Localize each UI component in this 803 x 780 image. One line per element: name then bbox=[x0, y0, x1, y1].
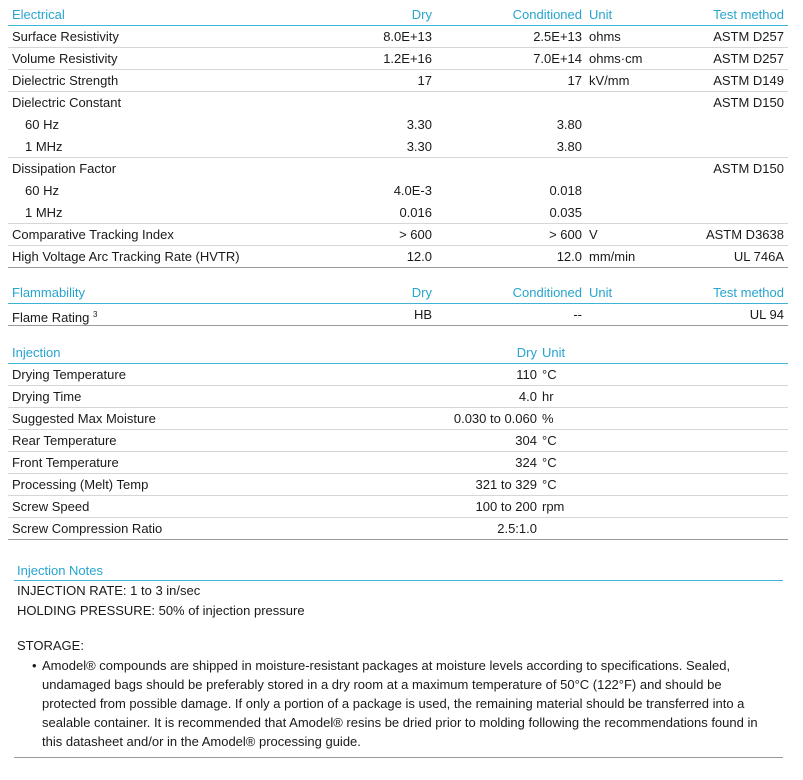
table-row bbox=[8, 224, 788, 246]
section-title: Injection bbox=[12, 345, 61, 360]
conditioned-value: 0.035 bbox=[549, 205, 582, 220]
conditioned-value: 2.5E+13 bbox=[533, 29, 582, 44]
property-label bbox=[12, 304, 97, 329]
table-row bbox=[8, 136, 788, 158]
table-row bbox=[8, 48, 788, 70]
flammability-table bbox=[8, 282, 788, 326]
dry-value: 3.30 bbox=[406, 117, 432, 132]
column-dry: Dry bbox=[411, 7, 432, 22]
dry-value: 12.0 bbox=[406, 249, 432, 264]
conditioned-value: 3.80 bbox=[556, 117, 582, 132]
table-row bbox=[8, 386, 788, 408]
dry-value: 321 to 329 bbox=[475, 477, 537, 492]
dry-value: 110 bbox=[516, 367, 537, 382]
table-row bbox=[8, 430, 788, 452]
dry-value: HB bbox=[413, 307, 432, 322]
section-title: Electrical bbox=[12, 7, 65, 22]
section-title: Flammability bbox=[12, 285, 85, 300]
dry-value: 324 bbox=[515, 455, 537, 470]
dry-value: 8.0E+13 bbox=[383, 29, 432, 44]
table-row bbox=[8, 518, 788, 540]
property-label-text: Flame Rating bbox=[12, 310, 90, 325]
conditioned-value: 7.0E+14 bbox=[533, 51, 582, 66]
table-row bbox=[8, 452, 788, 474]
column-unit: Unit bbox=[542, 345, 566, 360]
unit-value: mm/min bbox=[589, 249, 636, 264]
dry-value: 17 bbox=[417, 73, 432, 88]
property-label: Volume Resistivity bbox=[12, 51, 118, 66]
test-method-value: ASTM D150 bbox=[713, 161, 784, 176]
conditioned-value: 17 bbox=[567, 73, 582, 88]
unit-value: ohms bbox=[589, 29, 621, 44]
dry-value: 4.0 bbox=[518, 389, 537, 404]
column-conditioned: Conditioned bbox=[512, 7, 582, 22]
dry-value: 0.030 to 0.060 bbox=[453, 411, 537, 426]
conditioned-value: -- bbox=[573, 307, 582, 322]
property-label: 60 Hz bbox=[25, 117, 59, 132]
unit-value: hr bbox=[542, 389, 554, 404]
flammability-header bbox=[8, 282, 788, 304]
injection-notes-title: Injection Notes bbox=[14, 560, 783, 581]
unit-value: kV/mm bbox=[589, 73, 630, 88]
property-label: High Voltage Arc Tracking Rate (HVTR) bbox=[12, 249, 240, 264]
test-method-value: ASTM D257 bbox=[713, 51, 784, 66]
unit-value: ohms·cm bbox=[589, 51, 643, 66]
property-label: Comparative Tracking Index bbox=[12, 227, 174, 242]
dry-value: 304 bbox=[515, 433, 537, 448]
dry-value: 1.2E+16 bbox=[383, 51, 432, 66]
unit-value: °C bbox=[542, 367, 557, 382]
table-row bbox=[8, 496, 788, 518]
column-unit: Unit bbox=[589, 285, 613, 300]
property-label: Dielectric Constant bbox=[12, 95, 122, 110]
table-row bbox=[8, 70, 788, 92]
conditioned-value: 3.80 bbox=[556, 139, 582, 154]
property-label: 60 Hz bbox=[25, 183, 59, 198]
test-method-value: ASTM D150 bbox=[713, 95, 784, 110]
column-unit: Unit bbox=[589, 7, 613, 22]
dry-value: 2.5:1.0 bbox=[497, 521, 537, 536]
table-row bbox=[8, 180, 788, 202]
test-method-value: ASTM D3638 bbox=[705, 227, 784, 242]
bottom-divider bbox=[14, 757, 783, 758]
conditioned-value: > 600 bbox=[549, 227, 582, 242]
property-label: Drying Temperature bbox=[12, 367, 126, 382]
property-label: Dissipation Factor bbox=[12, 161, 117, 176]
table-row bbox=[8, 26, 788, 48]
unit-value: rpm bbox=[542, 499, 565, 514]
property-label: Suggested Max Moisture bbox=[12, 411, 156, 426]
column-dry: Dry bbox=[516, 345, 537, 360]
property-label: Rear Temperature bbox=[12, 433, 117, 448]
injection-table bbox=[8, 342, 788, 540]
test-method-value: ASTM D257 bbox=[713, 29, 784, 44]
property-label: Screw Compression Ratio bbox=[12, 521, 163, 536]
dry-value: 3.30 bbox=[406, 139, 432, 154]
bullet-icon: • bbox=[32, 658, 37, 673]
property-label: 1 MHz bbox=[25, 139, 63, 154]
column-test-method: Test method bbox=[713, 7, 784, 22]
test-method-value: UL 94 bbox=[749, 307, 784, 322]
unit-value: °C bbox=[542, 477, 557, 492]
table-row bbox=[8, 202, 788, 224]
electrical-header bbox=[8, 4, 788, 26]
column-dry: Dry bbox=[411, 285, 432, 300]
storage-title: STORAGE: bbox=[17, 638, 84, 653]
table-row bbox=[8, 158, 788, 180]
property-label: Screw Speed bbox=[12, 499, 90, 514]
storage-section bbox=[14, 636, 783, 751]
table-row bbox=[8, 474, 788, 496]
electrical-table bbox=[8, 4, 788, 268]
dry-value: 100 to 200 bbox=[475, 499, 537, 514]
table-row bbox=[8, 114, 788, 136]
unit-value: °C bbox=[542, 433, 557, 448]
injection-note-line: HOLDING PRESSURE: 50% of injection pressure bbox=[17, 603, 305, 618]
footnote-marker: 3 bbox=[92, 310, 98, 319]
table-row bbox=[8, 246, 788, 268]
property-label: Processing (Melt) Temp bbox=[12, 477, 149, 492]
table-row bbox=[8, 364, 788, 386]
dry-value: 0.016 bbox=[399, 205, 432, 220]
test-method-value: UL 746A bbox=[733, 249, 784, 264]
injection-notes bbox=[14, 560, 783, 621]
unit-value: °C bbox=[542, 455, 557, 470]
property-label: Drying Time bbox=[12, 389, 82, 404]
table-row bbox=[8, 92, 788, 114]
dry-value: 4.0E-3 bbox=[393, 183, 432, 198]
unit-value: % bbox=[542, 411, 554, 426]
conditioned-value: 12.0 bbox=[556, 249, 582, 264]
property-label: Surface Resistivity bbox=[12, 29, 119, 44]
injection-header bbox=[8, 342, 788, 364]
column-test-method: Test method bbox=[713, 285, 784, 300]
table-row bbox=[8, 408, 788, 430]
column-conditioned: Conditioned bbox=[512, 285, 582, 300]
table-row bbox=[8, 304, 788, 326]
property-label: 1 MHz bbox=[25, 205, 63, 220]
property-label: Front Temperature bbox=[12, 455, 119, 470]
test-method-value: ASTM D149 bbox=[713, 73, 784, 88]
injection-note-line: INJECTION RATE: 1 to 3 in/sec bbox=[17, 583, 201, 598]
conditioned-value: 0.018 bbox=[549, 183, 582, 198]
storage-text: Amodel® compounds are shipped in moisture-resistant packages at moisture levels according to specifications. Sealed, undamaged bags should be preferably stored in a dry room at a maximum temperature of 50°C (122°F) and should be protected from possible damage. If only a portion of a package is used, the remaining material should be transferred into a sealable container. It is recommended that Amodel® resins be dried prior to molding following the recommendations found in this datasheet and/or in the Amodel® processing guide. bbox=[42, 658, 758, 749]
property-label: Dielectric Strength bbox=[12, 73, 119, 88]
dry-value: > 600 bbox=[399, 227, 432, 242]
unit-value: V bbox=[589, 227, 598, 242]
storage-bullet-item bbox=[14, 656, 783, 751]
